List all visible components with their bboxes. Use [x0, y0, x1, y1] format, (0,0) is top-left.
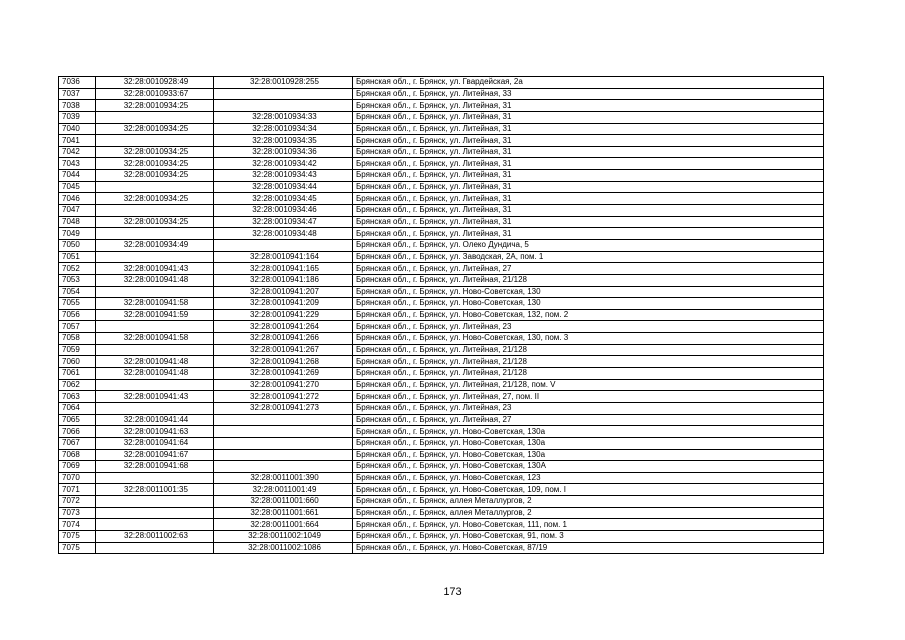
land-cadastral-number-cell	[96, 496, 214, 508]
table-row	[59, 274, 824, 286]
table-row	[59, 519, 824, 531]
address-cell: Брянская обл., г. Брянск, ул. Литейная, 31	[353, 123, 824, 135]
table-row	[59, 298, 824, 310]
table-row	[59, 228, 824, 240]
table-row	[59, 426, 824, 438]
address-cell: Брянская обл., г. Брянск, ул. Ново-Советская, 91, пом. 3	[353, 530, 824, 542]
building-cadastral-number-cell: 32:28:0010941:266	[214, 333, 353, 345]
row-number-cell: 7056	[59, 309, 96, 321]
building-cadastral-number-cell: 32:28:0010941:164	[214, 251, 353, 263]
land-cadastral-number-cell	[96, 379, 214, 391]
address-cell: Брянская обл., г. Брянск, ул. Литейная, 33	[353, 88, 824, 100]
land-cadastral-number-cell: 32:28:0010941:44	[96, 414, 214, 426]
row-number-cell: 7049	[59, 228, 96, 240]
building-cadastral-number-cell: 32:28:0010941:273	[214, 402, 353, 414]
building-cadastral-number-cell: 32:28:0010941:272	[214, 391, 353, 403]
row-number-cell: 7068	[59, 449, 96, 461]
address-cell: Брянская обл., г. Брянск, ул. Литейная, 27	[353, 263, 824, 275]
building-cadastral-number-cell: 32:28:0011001:661	[214, 507, 353, 519]
row-number-cell: 7060	[59, 356, 96, 368]
building-cadastral-number-cell: 32:28:0010941:264	[214, 321, 353, 333]
land-cadastral-number-cell: 32:28:0010934:25	[96, 123, 214, 135]
address-cell: Брянская обл., г. Брянск, ул. Литейная, 31	[353, 193, 824, 205]
building-cadastral-number-cell	[214, 88, 353, 100]
row-number-cell: 7057	[59, 321, 96, 333]
row-number-cell: 7039	[59, 111, 96, 123]
table-row	[59, 402, 824, 414]
row-number-cell: 7073	[59, 507, 96, 519]
land-cadastral-number-cell: 32:28:0010934:25	[96, 193, 214, 205]
table-row	[59, 123, 824, 135]
address-cell: Брянская обл., г. Брянск, ул. Заводская, 2А, пом. 1	[353, 251, 824, 263]
address-cell: Брянская обл., г. Брянск, ул. Литейная, 23	[353, 402, 824, 414]
table-row	[59, 193, 824, 205]
building-cadastral-number-cell	[214, 414, 353, 426]
building-cadastral-number-cell: 32:28:0010941:268	[214, 356, 353, 368]
row-number-cell: 7069	[59, 461, 96, 473]
table-row	[59, 496, 824, 508]
land-cadastral-number-cell: 32:28:0010941:58	[96, 298, 214, 310]
land-cadastral-number-cell	[96, 181, 214, 193]
row-number-cell: 7043	[59, 158, 96, 170]
land-cadastral-number-cell	[96, 542, 214, 554]
address-cell: Брянская обл., г. Брянск, ул. Литейная, 21/128, пом. V	[353, 379, 824, 391]
building-cadastral-number-cell: 32:28:0010934:48	[214, 228, 353, 240]
table-row	[59, 146, 824, 158]
table-row	[59, 135, 824, 147]
address-cell: Брянская обл., г. Брянск, ул. Ново-Советская, 130	[353, 286, 824, 298]
building-cadastral-number-cell: 32:28:0010934:36	[214, 146, 353, 158]
table-row	[59, 239, 824, 251]
address-cell: Брянская обл., г. Брянск, ул. Литейная, 31	[353, 158, 824, 170]
land-cadastral-number-cell: 32:28:0010941:43	[96, 263, 214, 275]
row-number-cell: 7047	[59, 205, 96, 217]
land-cadastral-number-cell: 32:28:0010934:25	[96, 100, 214, 112]
land-cadastral-number-cell	[96, 402, 214, 414]
address-cell: Брянская обл., г. Брянск, ул. Литейная, 27, пом. II	[353, 391, 824, 403]
land-cadastral-number-cell: 32:28:0010941:67	[96, 449, 214, 461]
table-row	[59, 449, 824, 461]
row-number-cell: 7054	[59, 286, 96, 298]
table-row	[59, 286, 824, 298]
register-table-body	[59, 77, 824, 554]
building-cadastral-number-cell	[214, 461, 353, 473]
land-cadastral-number-cell: 32:28:0010934:25	[96, 146, 214, 158]
table-row	[59, 158, 824, 170]
row-number-cell: 7053	[59, 274, 96, 286]
table-row	[59, 181, 824, 193]
land-cadastral-number-cell: 32:28:0011001:35	[96, 484, 214, 496]
row-number-cell: 7044	[59, 170, 96, 182]
building-cadastral-number-cell: 32:28:0011001:660	[214, 496, 353, 508]
row-number-cell: 7065	[59, 414, 96, 426]
address-cell: Брянская обл., г. Брянск, ул. Литейная, 31	[353, 146, 824, 158]
table-row	[59, 263, 824, 275]
building-cadastral-number-cell: 32:28:0010934:33	[214, 111, 353, 123]
building-cadastral-number-cell: 32:28:0010934:35	[214, 135, 353, 147]
building-cadastral-number-cell: 32:28:0011002:1086	[214, 542, 353, 554]
building-cadastral-number-cell	[214, 100, 353, 112]
building-cadastral-number-cell: 32:28:0010934:46	[214, 205, 353, 217]
table-row	[59, 344, 824, 356]
address-cell: Брянская обл., г. Брянск, ул. Олеко Дундича, 5	[353, 239, 824, 251]
table-row	[59, 77, 824, 89]
row-number-cell: 7045	[59, 181, 96, 193]
table-row	[59, 333, 824, 345]
address-cell: Брянская обл., г. Брянск, ул. Литейная, 21/128	[353, 356, 824, 368]
building-cadastral-number-cell: 32:28:0011001:49	[214, 484, 353, 496]
land-cadastral-number-cell: 32:28:0010941:68	[96, 461, 214, 473]
land-cadastral-number-cell	[96, 321, 214, 333]
building-cadastral-number-cell	[214, 437, 353, 449]
table-row	[59, 205, 824, 217]
table-row	[59, 321, 824, 333]
building-cadastral-number-cell: 32:28:0010941:165	[214, 263, 353, 275]
building-cadastral-number-cell: 32:28:0010941:269	[214, 368, 353, 380]
row-number-cell: 7063	[59, 391, 96, 403]
row-number-cell: 7074	[59, 519, 96, 531]
building-cadastral-number-cell	[214, 426, 353, 438]
land-cadastral-number-cell: 32:28:0010941:43	[96, 391, 214, 403]
address-cell: Брянская обл., г. Брянск, ул. Ново-Советская, 109, пом. I	[353, 484, 824, 496]
land-cadastral-number-cell: 32:28:0010934:25	[96, 170, 214, 182]
address-cell: Брянская обл., г. Брянск, аллея Металлургов, 2	[353, 496, 824, 508]
address-cell: Брянская обл., г. Брянск, ул. Литейная, 23	[353, 321, 824, 333]
land-cadastral-number-cell	[96, 135, 214, 147]
land-cadastral-number-cell: 32:28:0011002:63	[96, 530, 214, 542]
land-cadastral-number-cell	[96, 344, 214, 356]
table-row	[59, 472, 824, 484]
land-cadastral-number-cell	[96, 286, 214, 298]
address-cell: Брянская обл., г. Брянск, ул. Литейная, 31	[353, 100, 824, 112]
land-cadastral-number-cell	[96, 251, 214, 263]
building-cadastral-number-cell	[214, 449, 353, 461]
land-cadastral-number-cell: 32:28:0010941:48	[96, 368, 214, 380]
table-row	[59, 530, 824, 542]
address-cell: Брянская обл., г. Брянск, ул. Литейная, 31	[353, 205, 824, 217]
land-cadastral-number-cell: 32:28:0010941:64	[96, 437, 214, 449]
row-number-cell: 7061	[59, 368, 96, 380]
land-cadastral-number-cell	[96, 507, 214, 519]
table-row	[59, 111, 824, 123]
row-number-cell: 7038	[59, 100, 96, 112]
row-number-cell: 7036	[59, 77, 96, 89]
table-row	[59, 414, 824, 426]
building-cadastral-number-cell: 32:28:0010941:207	[214, 286, 353, 298]
row-number-cell: 7042	[59, 146, 96, 158]
property-register-table	[58, 76, 824, 554]
land-cadastral-number-cell	[96, 472, 214, 484]
row-number-cell: 7070	[59, 472, 96, 484]
land-cadastral-number-cell: 32:28:0010934:25	[96, 158, 214, 170]
land-cadastral-number-cell	[96, 228, 214, 240]
row-number-cell: 7064	[59, 402, 96, 414]
address-cell: Брянская обл., г. Брянск, ул. Ново-Советская, 130а	[353, 437, 824, 449]
table-row	[59, 542, 824, 554]
land-cadastral-number-cell	[96, 205, 214, 217]
table-row	[59, 251, 824, 263]
row-number-cell: 7052	[59, 263, 96, 275]
address-cell: Брянская обл., г. Брянск, ул. Ново-Советская, 130, пом. 3	[353, 333, 824, 345]
building-cadastral-number-cell: 32:28:0011001:390	[214, 472, 353, 484]
address-cell: Брянская обл., г. Брянск, ул. Ново-Советская, 132, пом. 2	[353, 309, 824, 321]
building-cadastral-number-cell: 32:28:0010941:229	[214, 309, 353, 321]
building-cadastral-number-cell: 32:28:0011002:1049	[214, 530, 353, 542]
row-number-cell: 7058	[59, 333, 96, 345]
building-cadastral-number-cell: 32:28:0010941:209	[214, 298, 353, 310]
address-cell: Брянская обл., г. Брянск, ул. Литейная, 31	[353, 135, 824, 147]
table-row	[59, 437, 824, 449]
address-cell: Брянская обл., г. Брянск, ул. Ново-Советская, 130А	[353, 461, 824, 473]
row-number-cell: 7075	[59, 530, 96, 542]
building-cadastral-number-cell: 32:28:0010934:43	[214, 170, 353, 182]
address-cell: Брянская обл., г. Брянск, аллея Металлургов, 2	[353, 507, 824, 519]
address-cell: Брянская обл., г. Брянск, ул. Литейная, 31	[353, 170, 824, 182]
row-number-cell: 7050	[59, 239, 96, 251]
address-cell: Брянская обл., г. Брянск, ул. Ново-Советская, 87/19	[353, 542, 824, 554]
address-cell: Брянская обл., г. Брянск, ул. Литейная, 21/128	[353, 368, 824, 380]
address-cell: Брянская обл., г. Брянск, ул. Литейная, 27	[353, 414, 824, 426]
row-number-cell: 7067	[59, 437, 96, 449]
land-cadastral-number-cell	[96, 519, 214, 531]
building-cadastral-number-cell: 32:28:0011001:664	[214, 519, 353, 531]
row-number-cell: 7062	[59, 379, 96, 391]
building-cadastral-number-cell: 32:28:0010941:186	[214, 274, 353, 286]
building-cadastral-number-cell: 32:28:0010934:47	[214, 216, 353, 228]
land-cadastral-number-cell: 32:28:0010934:49	[96, 239, 214, 251]
address-cell: Брянская обл., г. Брянск, ул. Ново-Советская, 130а	[353, 426, 824, 438]
row-number-cell: 7041	[59, 135, 96, 147]
address-cell: Брянская обл., г. Брянск, ул. Литейная, 21/128	[353, 274, 824, 286]
row-number-cell: 7037	[59, 88, 96, 100]
building-cadastral-number-cell: 32:28:0010934:34	[214, 123, 353, 135]
row-number-cell: 7055	[59, 298, 96, 310]
table-row	[59, 170, 824, 182]
table-row	[59, 309, 824, 321]
address-cell: Брянская обл., г. Брянск, ул. Ново-Советская, 111, пом. 1	[353, 519, 824, 531]
land-cadastral-number-cell: 32:28:0010934:25	[96, 216, 214, 228]
table-row	[59, 100, 824, 112]
table-row	[59, 379, 824, 391]
table-row	[59, 216, 824, 228]
row-number-cell: 7040	[59, 123, 96, 135]
land-cadastral-number-cell: 32:28:0010941:58	[96, 333, 214, 345]
land-cadastral-number-cell: 32:28:0010941:59	[96, 309, 214, 321]
address-cell: Брянская обл., г. Брянск, ул. Литейная, 31	[353, 216, 824, 228]
building-cadastral-number-cell: 32:28:0010934:44	[214, 181, 353, 193]
building-cadastral-number-cell: 32:28:0010941:270	[214, 379, 353, 391]
table-row	[59, 461, 824, 473]
address-cell: Брянская обл., г. Брянск, ул. Гвардейская, 2а	[353, 77, 824, 89]
address-cell: Брянская обл., г. Брянск, ул. Литейная, 31	[353, 181, 824, 193]
row-number-cell: 7075	[59, 542, 96, 554]
land-cadastral-number-cell: 32:28:0010928:49	[96, 77, 214, 89]
address-cell: Брянская обл., г. Брянск, ул. Ново-Советская, 130а	[353, 449, 824, 461]
table-row	[59, 356, 824, 368]
building-cadastral-number-cell: 32:28:0010941:267	[214, 344, 353, 356]
address-cell: Брянская обл., г. Брянск, ул. Литейная, 31	[353, 111, 824, 123]
row-number-cell: 7059	[59, 344, 96, 356]
page-number: 173	[443, 586, 462, 598]
row-number-cell: 7051	[59, 251, 96, 263]
row-number-cell: 7072	[59, 496, 96, 508]
address-cell: Брянская обл., г. Брянск, ул. Литейная, 21/128	[353, 344, 824, 356]
land-cadastral-number-cell: 32:28:0010941:63	[96, 426, 214, 438]
land-cadastral-number-cell: 32:28:0010941:48	[96, 356, 214, 368]
address-cell: Брянская обл., г. Брянск, ул. Ново-Советская, 130	[353, 298, 824, 310]
building-cadastral-number-cell: 32:28:0010934:42	[214, 158, 353, 170]
table-row	[59, 484, 824, 496]
table-row	[59, 391, 824, 403]
row-number-cell: 7046	[59, 193, 96, 205]
table-row	[59, 507, 824, 519]
address-cell: Брянская обл., г. Брянск, ул. Литейная, 31	[353, 228, 824, 240]
land-cadastral-number-cell: 32:28:0010941:48	[96, 274, 214, 286]
building-cadastral-number-cell	[214, 239, 353, 251]
row-number-cell: 7066	[59, 426, 96, 438]
building-cadastral-number-cell: 32:28:0010928:255	[214, 77, 353, 89]
land-cadastral-number-cell: 32:28:0010933:67	[96, 88, 214, 100]
table-row	[59, 88, 824, 100]
land-cadastral-number-cell	[96, 111, 214, 123]
row-number-cell: 7071	[59, 484, 96, 496]
address-cell: Брянская обл., г. Брянск, ул. Ново-Советская, 123	[353, 472, 824, 484]
building-cadastral-number-cell: 32:28:0010934:45	[214, 193, 353, 205]
row-number-cell: 7048	[59, 216, 96, 228]
table-row	[59, 368, 824, 380]
